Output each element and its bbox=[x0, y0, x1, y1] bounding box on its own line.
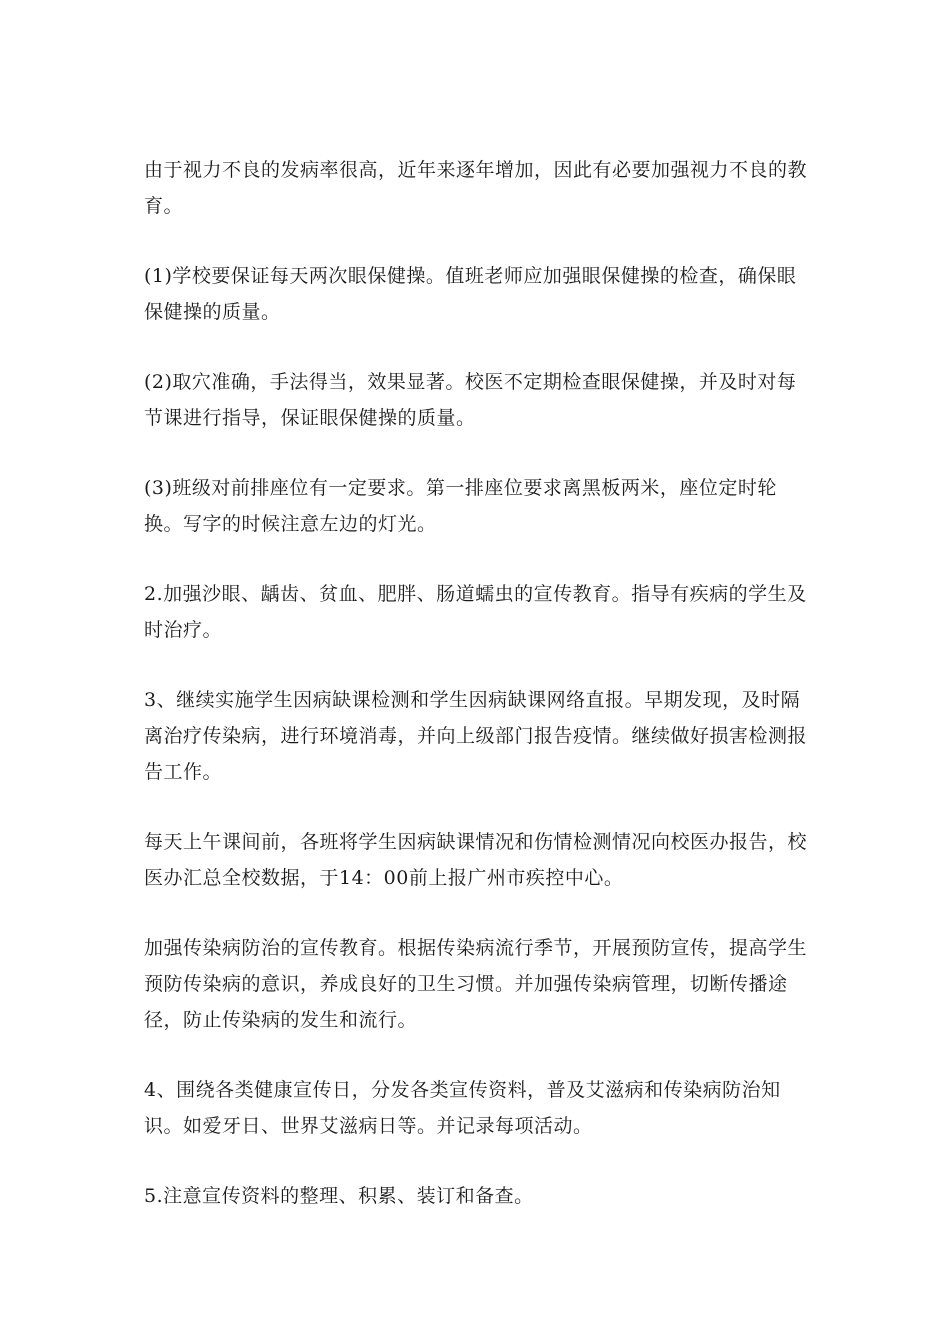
paragraph-section-2: 2.加强沙眼、龋齿、贫血、肥胖、肠道蠕虫的宣传教育。指导有疾病的学生及时治疗。 bbox=[144, 583, 807, 641]
paragraph-infectious-disease: 加强传染病防治的宣传教育。根据传染病流行季节，开展预防宣传，提高学生预防传染病的意识，养成良好的卫生习惯。并加强传染病管理，切断传播途径，防止传染病的发生和流行。 bbox=[144, 937, 808, 1031]
paragraph-item-1: (1)学校要保证每天两次眼保健操。值班老师应加强眼保健操的检查，确保眼保健操的质量。 bbox=[144, 265, 797, 323]
paragraph-daily-report: 每天上午课间前，各班将学生因病缺课情况和伤情检测情况向校医办报告，校医办汇总全校数据，于14：00前上报广州市疾控中心。 bbox=[144, 831, 808, 889]
paragraph-item-3: (3)班级对前排座位有一定要求。第一排座位要求离黑板两米，座位定时轮换。写字的时候注意左边的灯光。 bbox=[144, 477, 777, 535]
paragraph-section-3: 3、继续实施学生因病缺课检测和学生因病缺课网络直报。早期发现，及时隔离治疗传染病，进行环境消毒，并向上级部门报告疫情。继续做好损害检测报告工作。 bbox=[144, 689, 808, 783]
paragraph-section-4: 4、围绕各类健康宣传日，分发各类宣传资料，普及艾滋病和传染病防治知识。如爱牙日、世界艾滋病日等。并记录每项活动。 bbox=[144, 1079, 781, 1137]
paragraph-section-5: 5.注意宣传资料的整理、积累、装订和备查。 bbox=[144, 1185, 534, 1207]
paragraph-intro: 由于视力不良的发病率很高，近年来逐年增加，因此有必要加强视力不良的教育。 bbox=[144, 159, 808, 217]
document-body bbox=[144, 152, 814, 1248]
paragraph-item-2: (2)取穴准确，手法得当，效果显著。校医不定期检查眼保健操，并及时对每节课进行指导，保证眼保健操的质量。 bbox=[144, 371, 797, 429]
